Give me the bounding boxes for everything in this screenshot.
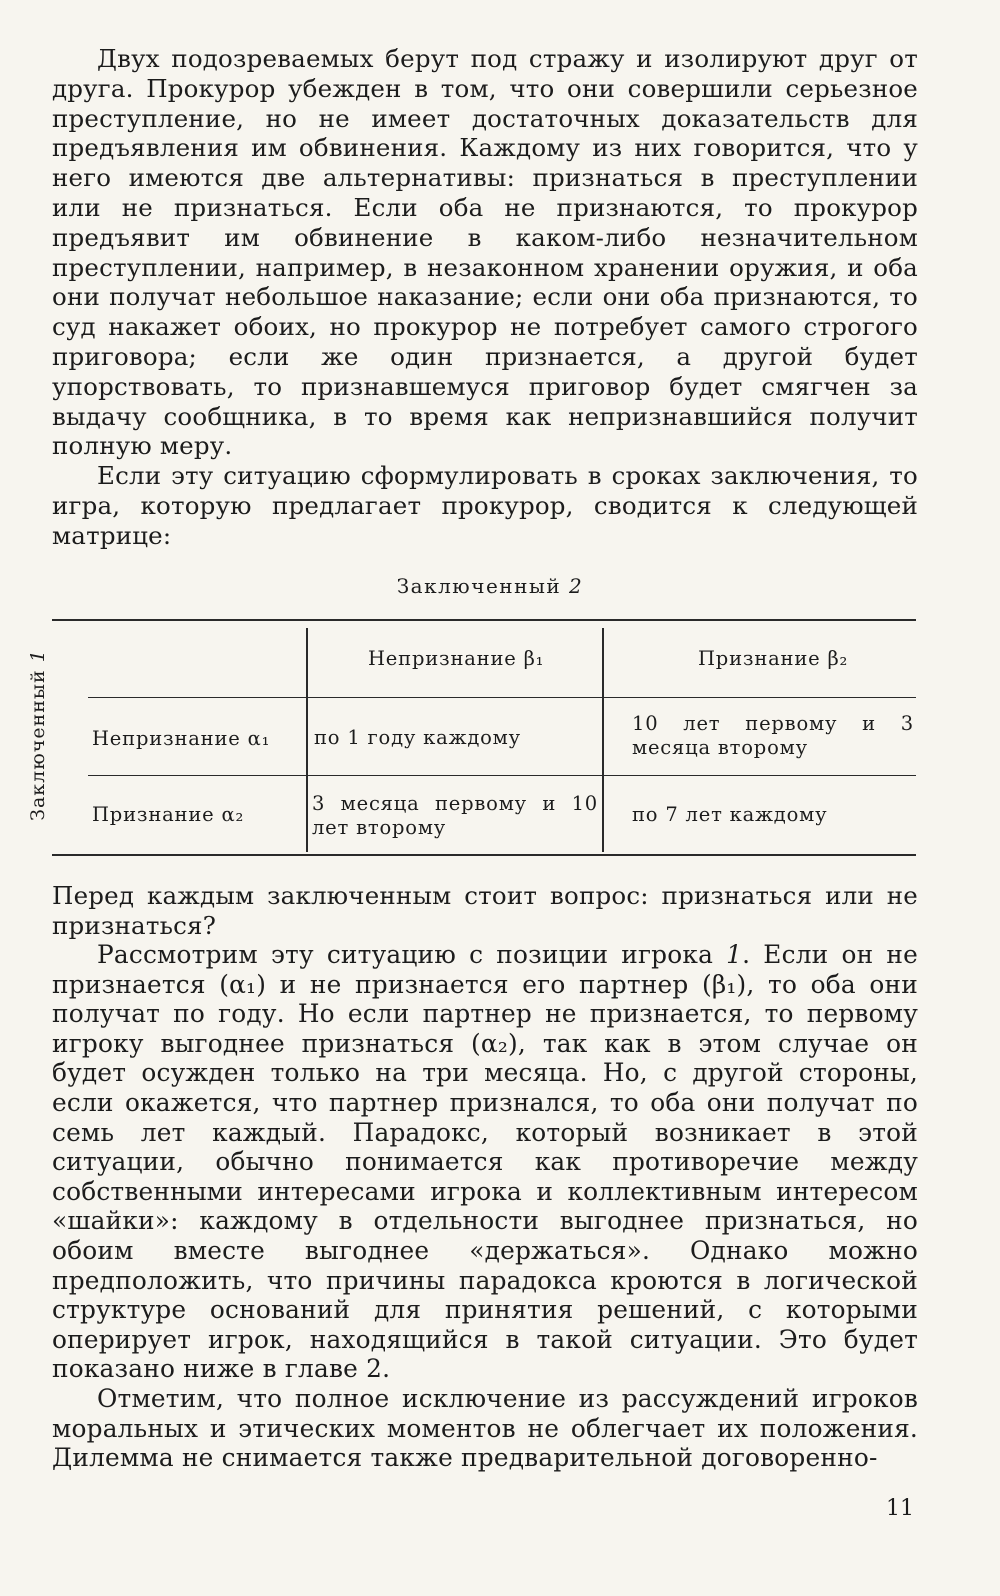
caption-label: Заключенный <box>396 574 562 598</box>
row-label-1: Непризнание α₁ <box>92 727 271 750</box>
table-top-rule <box>52 619 916 621</box>
matrix-caption <box>0 574 980 598</box>
row-label-2: Признание α₂ <box>92 803 245 826</box>
row-axis-label-text: Заключенный <box>27 669 49 821</box>
paragraph-moral-note: Отметим, что полное исключение из рассуждений игроков моральных и этических моментов не облегчает их положения. Дилемма не снимается также предварительной договоренно- <box>52 1384 918 1473</box>
column-divider-1 <box>306 628 308 852</box>
caption-number: 2 <box>569 574 584 598</box>
column-divider-2 <box>602 628 604 852</box>
column-header-1: Непризнание β₁ <box>368 647 545 670</box>
row-divider-rule <box>88 775 916 776</box>
paragraph-question: Перед каждым заключенным стоит вопрос: признаться или не признаться? <box>52 881 918 940</box>
paragraph-matrix-intro: Если эту ситуацию сформулировать в сроках заключения, то игра, которую предлагает прокурор, сводится к следующей матрице: <box>52 461 918 550</box>
cell-r1-c1: по 1 году каждому <box>314 726 521 749</box>
table-bottom-rule <box>52 854 916 856</box>
analysis-text-rest: . Если он не признается (α₁) и не признается его партнер (β₁), то оба они получат по году. Но если партнер не признается, то первому игроку выгоднее признаться (α₂), так как в этом случае он будет осужден только на три месяца. Но, с другой стороны, если окажется, что партнер признался, то оба они получат по семь лет каждый. Парадокс, который возникает в этой ситуации, обычно понимается как противоречие между собственными интересами игрока и коллективным интересом «шайки»: каждому в отдельности выгоднее признаться, но обоим вместе выгоднее «держаться». Однако можно предположить, что причины парадокса кроются в логической структуре оснований для принятия решений, с которыми оперирует игрок, находящийся в такой ситуации. Это будет показано ниже в главе 2. <box>52 940 919 1384</box>
header-bottom-rule <box>88 697 916 698</box>
paragraph-analysis <box>52 940 918 1384</box>
player-number: 1 <box>726 940 743 969</box>
cell-r1-c2: 10 лет первому и 3 месяца второму <box>632 712 914 759</box>
row-axis-label-number: 1 <box>27 649 49 663</box>
row-axis-label <box>27 635 49 835</box>
column-header-2: Признание β₂ <box>698 647 849 670</box>
cell-r2-c1: 3 месяца первому и 10 лет второму <box>312 792 598 839</box>
paragraph-suspects-scenario: Двух подозреваемых берут под стражу и изолируют друг от друга. Прокурор убежден в том, что они совершили серьезное преступление, но не имеет достаточных доказательств для предъявления им обвинения. Каждому из них говорится, что у него имеются две альтернативы: признаться в преступлении или не признаться. Если оба не признаются, то прокурор предъявит им обвинение в каком-либо незначительном преступлении, например, в незаконном хранении оружия, и оба они получат небольшое наказание; если они оба признаются, то суд накажет обоих, но прокурор не потребует самого строгого приговора; если же один признается, а другой будет упорствовать, то признавшемуся приговор будет смягчен за выдачу сообщника, в то время как непризнавшийся получит полную меру. <box>52 44 918 461</box>
cell-r2-c2: по 7 лет каждому <box>632 803 828 826</box>
analysis-text-start: Рассмотрим эту ситуацию с позиции игрока <box>97 940 727 969</box>
page-number: 11 <box>886 1496 914 1521</box>
